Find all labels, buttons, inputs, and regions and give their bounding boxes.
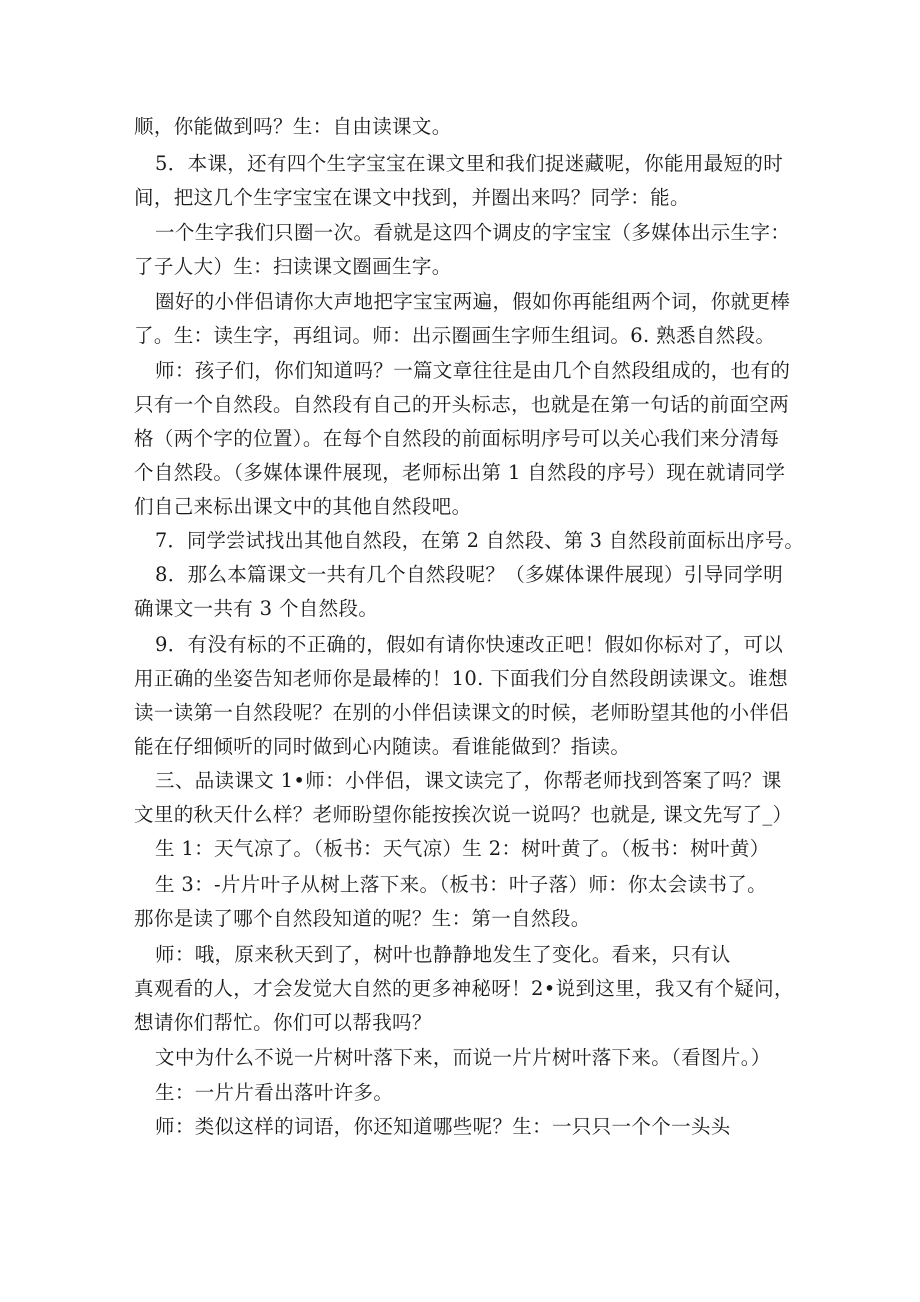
text-line: 师：孩子们，你们知道吗？一篇文章往往是由几个自然段组成的，也有的 <box>155 359 791 382</box>
text-line: 那你是读了哪个自然段知道的呢？生：第一自然段。 <box>134 907 591 930</box>
text-line: 7．同学尝试找出其他自然段，在第 2 自然段、第 3 自然段前面标出序号。 <box>155 529 804 552</box>
text-line: 间，把这几个生字宝宝在课文中找到，并圈出来吗？同学：能。 <box>134 186 690 209</box>
text-line: 格（两个字的位置）。在每个自然段的前面标明序号可以关心我们来分清每 <box>134 427 780 450</box>
text-line: 们自己来标出课文中的其他自然段吧。 <box>134 495 472 518</box>
text-line: 读一读第一自然段呢？在别的小伴侣读课文的时候，老师盼望其他的小伴侣 <box>134 701 790 724</box>
text-line: 圈好的小伴侣请你大声地把字宝宝两遍，假如你再能组两个词，你就更棒 <box>155 290 791 313</box>
text-line: 一个生字我们只圈一次。看就是这四个调皮的字宝宝（多媒体出示生字： <box>155 221 791 244</box>
text-line: 想请你们帮忙。你们可以帮我吗？ <box>134 1011 432 1034</box>
text-line: 生 1：天气凉了。（板书：天气凉）生 2：树叶黄了。（板书：树叶黄） <box>155 837 770 860</box>
text-line: 确课文一共有 3 个自然段。 <box>134 597 379 620</box>
text-line: 能在仔细倾听的同时做到心内随读。看谁能做到？指读。 <box>134 735 631 758</box>
text-line: 用正确的坐姿告知老师你是最棒的！10. 下面我们分自然段朗读课文。谁想 <box>134 667 788 690</box>
text-line: 师：哦，原来秋天到了，树叶也静静地发生了变化。看来，只有认 <box>155 943 731 966</box>
text-line: 师：类似这样的词语，你还知道哪些呢？生：一只只一个个一头头 <box>155 1115 731 1138</box>
text-line: 了。生：读生字，再组词。师：出示圈画生字师生组词。6. 熟悉自然段。 <box>134 324 776 347</box>
text-line: 了子人大）生：扫读课文圈画生字。 <box>134 255 452 278</box>
text-line: 文中为什么不说一片树叶落下来，而说一片片树叶落下来。（看图片。） <box>155 1046 771 1069</box>
text-line: 生：一片片看出落叶许多。 <box>155 1081 394 1104</box>
text-line: 8．那么本篇课文一共有几个自然段呢？（多媒体课件展现）引导同学明 <box>155 563 784 586</box>
text-line: 三、品读课文 1•师：小伴侣，课文读完了，你帮老师找到答案了吗？课 <box>155 769 782 792</box>
text-line: 只有一个自然段。自然段有自己的开头标志，也就是在第一句话的前面空两 <box>134 393 790 416</box>
text-line: 个自然段。（多媒体课件展现，老师标出第 1 自然段的序号）现在就请同学 <box>134 461 786 484</box>
text-line: 5．本课，还有四个生字宝宝在课文里和我们捉迷藏呢，你能用最短的时 <box>155 152 784 175</box>
text-line: 文里的秋天什么样？老师盼望你能按挨次说一说吗？也就是, 课文先写了_） <box>134 803 793 826</box>
text-line: 9．有没有标的不正确的，假如有请你快速改正吧！假如你标对了，可以 <box>155 633 784 656</box>
text-line: 生 3：-片片叶子从树上落下来。（板书：叶子落）师：你太会读书了。 <box>155 873 767 896</box>
text-line: 真观看的人，才会发觉大自然的更多神秘呀！2•说到这里，我又有个疑问， <box>134 977 794 1000</box>
text-line: 顺，你能做到吗？生：自由读课文。 <box>134 115 452 138</box>
